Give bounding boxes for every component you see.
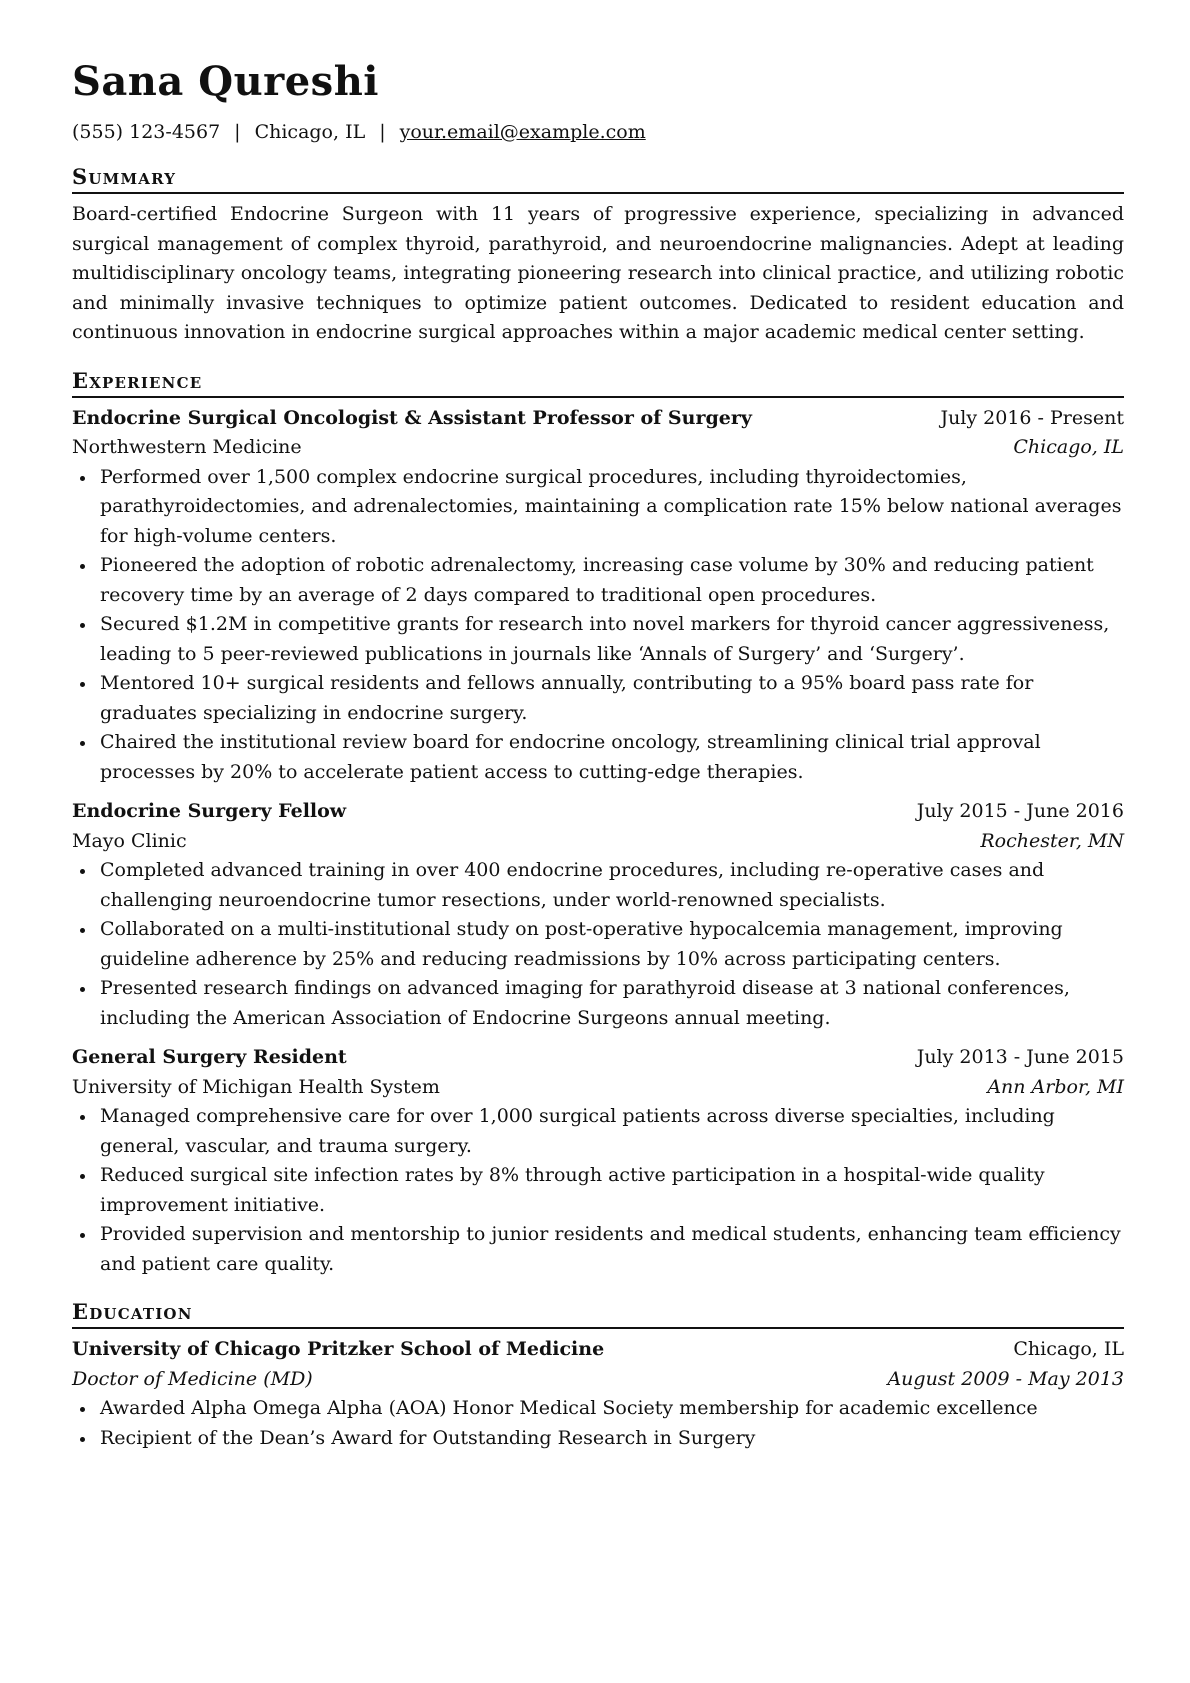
bullet-item bbox=[72, 610, 1124, 669]
bullet-dot-icon bbox=[80, 564, 85, 569]
bullet-item bbox=[72, 1102, 1124, 1161]
bullet-text: Reduced surgical site infection rates by 8% through active participation in a hospital-wide quality improvement initiative. bbox=[100, 1164, 1045, 1216]
summary-heading: Summary bbox=[72, 164, 1124, 194]
job-organization: University of Michigan Health System bbox=[72, 1075, 440, 1098]
bullet-text: Mentored 10+ surgical residents and fellows annually, contributing to a 95% board pass rate for graduates specializing in endocrine surgery. bbox=[100, 672, 1034, 724]
job-organization: Mayo Clinic bbox=[72, 829, 187, 852]
bullet-text: Presented research findings on advanced imaging for parathyroid disease at 3 national conferences, including the American Association of Endocrine Surgeons annual meeting. bbox=[100, 977, 1070, 1029]
education-dates: August 2009 - May 2013 bbox=[887, 1367, 1124, 1390]
bullet-item bbox=[72, 728, 1124, 787]
school-name: University of Chicago Pritzker School of Medicine bbox=[72, 1338, 605, 1360]
job-entry bbox=[72, 1043, 1124, 1279]
bullet-text: Performed over 1,500 complex endocrine surgical procedures, including thyroidectomies, parathyroidectomies, and adrenalectomies, maintaining a complication rate 15% below national averages for high-volume centers. bbox=[100, 465, 1122, 547]
job-header-row bbox=[72, 404, 1124, 434]
bullet-dot-icon bbox=[80, 1233, 85, 1238]
phone-number: (555) 123-4567 bbox=[72, 121, 221, 143]
bullet-dot-icon bbox=[80, 476, 85, 481]
contact-separator: | bbox=[234, 121, 241, 143]
job-location: Ann Arbor, MI bbox=[987, 1075, 1124, 1098]
bullet-item bbox=[72, 669, 1124, 728]
education-heading: Education bbox=[72, 1299, 1124, 1329]
job-title: Endocrine Surgery Fellow bbox=[72, 800, 347, 822]
bullet-text: Awarded Alpha Omega Alpha (AOA) Honor Medical Society membership for academic excellence bbox=[100, 1397, 1038, 1419]
job-dates: July 2013 - June 2015 bbox=[916, 1046, 1124, 1068]
education-section bbox=[72, 1299, 1124, 1453]
summary-text: Board-certified Endocrine Surgeon with 11 years of progressive experience, specializing in advanced surgical management of complex thyroid, parathyroid, and neuroendocrine malignancies. Adept at leading multidisciplinary oncology teams, integrating pioneering research into clinical practice, and utilizing robotic and minimally invasive techniques to optimize patient outcomes. Dedicated to resident education and continuous innovation in endocrine surgical approaches within a major academic medical center setting. bbox=[72, 203, 1124, 343]
summary-section bbox=[72, 164, 1124, 348]
education-entry bbox=[72, 1335, 1124, 1453]
job-header-row bbox=[72, 1043, 1124, 1073]
job-bullets bbox=[72, 463, 1124, 788]
bullet-dot-icon bbox=[80, 987, 85, 992]
job-org-row bbox=[72, 1073, 1124, 1103]
job-dates: July 2015 - June 2016 bbox=[916, 800, 1124, 822]
bullet-text: Provided supervision and mentorship to junior residents and medical students, enhancing team efficiency and patient care quality. bbox=[100, 1223, 1121, 1275]
education-bullets bbox=[72, 1394, 1124, 1453]
contact-line bbox=[72, 120, 1124, 144]
school-location: Chicago, IL bbox=[1013, 1338, 1124, 1360]
job-title: Endocrine Surgical Oncologist & Assistant Professor of Surgery bbox=[72, 406, 752, 429]
bullet-dot-icon bbox=[80, 682, 85, 687]
bullet-item bbox=[72, 915, 1124, 974]
experience-heading: Experience bbox=[72, 368, 1124, 398]
bullet-text: Chaired the institutional review board for endocrine oncology, streamlining clinical trial approval processes by 20% to accelerate patient access to cutting-edge therapies. bbox=[100, 731, 1041, 783]
job-bullets bbox=[72, 856, 1124, 1033]
bullet-item bbox=[72, 551, 1124, 610]
job-title: General Surgery Resident bbox=[72, 1046, 347, 1068]
bullet-text: Collaborated on a multi-institutional study on post-operative hypocalcemia management, improving guideline adherence by 25% and reducing readmissions by 10% across participating centers. bbox=[100, 918, 1063, 970]
education-degree-row bbox=[72, 1365, 1124, 1395]
bullet-dot-icon bbox=[80, 1407, 85, 1412]
bullet-text: Pioneered the adoption of robotic adrenalectomy, increasing case volume by 30% and reducing patient recovery time by an average of 2 days compared to traditional open procedures. bbox=[100, 554, 1094, 606]
contact-separator: | bbox=[379, 121, 386, 143]
job-bullets bbox=[72, 1102, 1124, 1279]
resume-page bbox=[72, 58, 1124, 1453]
email-link[interactable]: your.email@example.com bbox=[399, 121, 646, 143]
bullet-item bbox=[72, 974, 1124, 1033]
bullet-dot-icon bbox=[80, 623, 85, 628]
job-location: Chicago, IL bbox=[1013, 436, 1124, 458]
bullet-item bbox=[72, 1394, 1124, 1424]
bullet-item bbox=[72, 856, 1124, 915]
bullet-dot-icon bbox=[80, 1437, 85, 1442]
job-location: Rochester, MN bbox=[980, 829, 1124, 852]
bullet-dot-icon bbox=[80, 741, 85, 746]
job-org-row bbox=[72, 433, 1124, 463]
bullet-text: Completed advanced training in over 400 endocrine procedures, including re-operative cases and challenging neuroendocrine tumor resections, under world-renowned specialists. bbox=[100, 859, 1045, 911]
degree-name: Doctor of Medicine (MD) bbox=[72, 1367, 313, 1390]
bullet-text: Secured $1.2M in competitive grants for research into novel markers for thyroid cancer aggressiveness, leading to 5 peer-reviewed publications in journals like ‘Annals of Surgery’ and ‘Surgery’. bbox=[100, 613, 1110, 665]
job-entry bbox=[72, 797, 1124, 1033]
bullet-item bbox=[72, 1161, 1124, 1220]
experience-section bbox=[72, 368, 1124, 1280]
job-entry bbox=[72, 404, 1124, 788]
education-header-row bbox=[72, 1335, 1124, 1365]
candidate-name: Sana Qureshi bbox=[72, 58, 379, 105]
bullet-text: Managed comprehensive care for over 1,000 surgical patients across diverse specialties, including general, vascular, and trauma surgery. bbox=[100, 1105, 1055, 1157]
bullet-item bbox=[72, 1220, 1124, 1279]
location-text: Chicago, IL bbox=[254, 121, 366, 143]
bullet-dot-icon bbox=[80, 1115, 85, 1120]
bullet-dot-icon bbox=[80, 1174, 85, 1179]
job-header-row bbox=[72, 797, 1124, 827]
bullet-text: Recipient of the Dean’s Award for Outstanding Research in Surgery bbox=[100, 1426, 756, 1449]
bullet-dot-icon bbox=[80, 928, 85, 933]
job-org-row bbox=[72, 827, 1124, 857]
job-dates: July 2016 - Present bbox=[940, 406, 1124, 429]
bullet-item bbox=[72, 463, 1124, 552]
bullet-item bbox=[72, 1424, 1124, 1454]
bullet-dot-icon bbox=[80, 869, 85, 874]
job-organization: Northwestern Medicine bbox=[72, 436, 302, 458]
